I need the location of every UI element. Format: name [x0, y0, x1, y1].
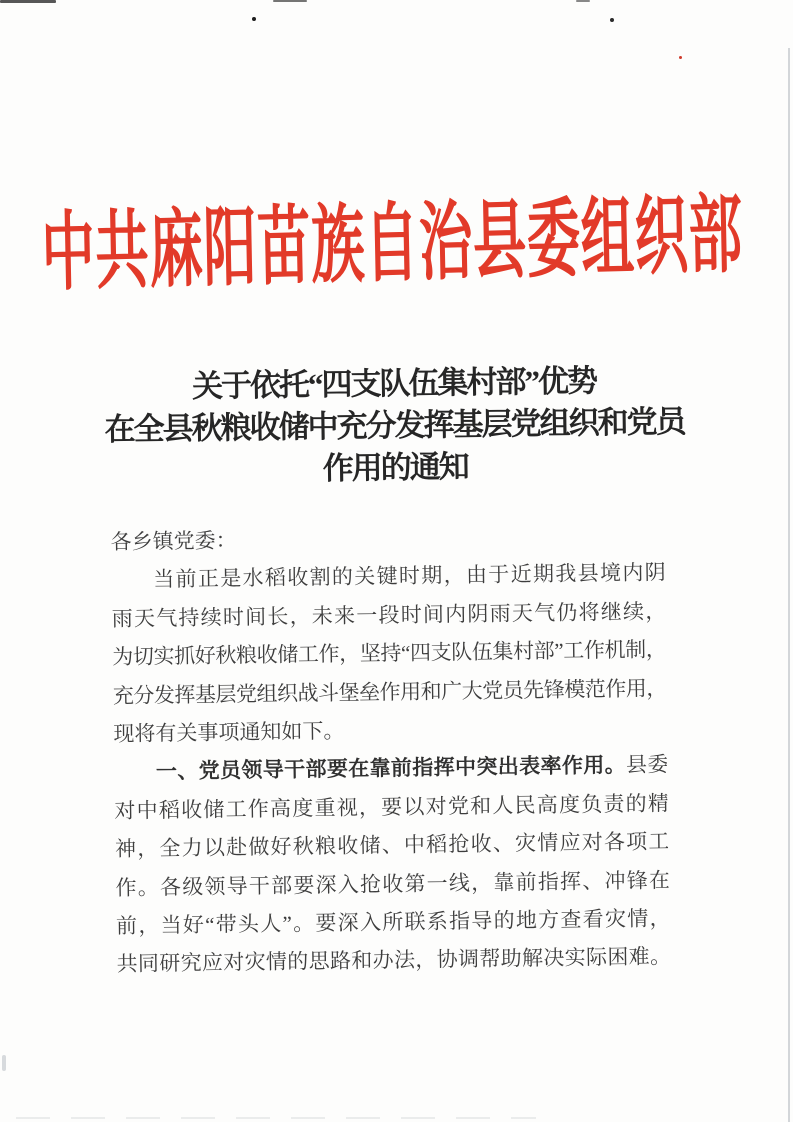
- letterhead: [0, 186, 789, 302]
- scan-speck: [610, 18, 614, 22]
- document-title: [0, 357, 792, 494]
- scan-smudge: [0, 0, 56, 3]
- section1-heading-rest: 县委: [625, 752, 668, 778]
- section1-line6: 共同研究应对灾情的思路和办法，协调帮助解决实际困难。: [116, 944, 670, 977]
- section1-heading-bold: 一、党员领导干部要在靠前指挥中突出表率作用。: [155, 753, 627, 784]
- salutation: 各乡镇党委：: [110, 528, 237, 554]
- scan-right-edge-shadow: [788, 48, 790, 1122]
- section1-line4: 作。各级领导干部要深入抢收第一线，靠前指挥、冲锋在: [115, 867, 669, 900]
- paragraph1-line1: 当前正是水稻收割的关键时期，由于近期我县境内阴: [153, 560, 665, 592]
- section1-line3: 神，全力以赴做好秋粮收储、中稻抢收、灾情应对各项工: [114, 829, 669, 862]
- title-line-2: 在全县秋粮收储中充分发挥基层党组织和党员: [104, 403, 685, 448]
- paragraph1-line2: 雨天气持续时间长，未来一段时间内阴雨天气仍将继续，: [111, 599, 665, 631]
- document-body: [110, 515, 669, 983]
- section1-line2: 对中稻收储工作高度重视，要以对党和人民高度负责的精: [114, 790, 668, 823]
- letterhead-title: 中共麻阳苗族自治县委组织部: [40, 186, 744, 302]
- scan-smudge: [273, 0, 307, 2]
- title-line-1: 关于依托“四支队伍集村部”优势: [191, 363, 597, 404]
- section1-line5: 前，当好“带头人”。要深入所联系指导的地方查看灾情，: [115, 906, 670, 938]
- paragraph1-line5: 现将有关事项通知如下。: [113, 718, 345, 746]
- title-line-3: 作用的通知: [322, 448, 468, 487]
- scan-bottom-edge-marks: [16, 1117, 536, 1119]
- paragraph1-line3: 为切实抓好秋粮收储工作，坚持“四支队伍集村部”工作机制，: [112, 637, 666, 670]
- scan-smudge: [576, 0, 590, 2]
- scan-speck: [2, 1055, 6, 1071]
- paragraph1-line4: 充分发挥基层党组织战斗堡垒作用和广大党员先锋模范作用，: [112, 675, 666, 708]
- scan-speck-red: [679, 56, 682, 59]
- scan-speck: [252, 17, 256, 21]
